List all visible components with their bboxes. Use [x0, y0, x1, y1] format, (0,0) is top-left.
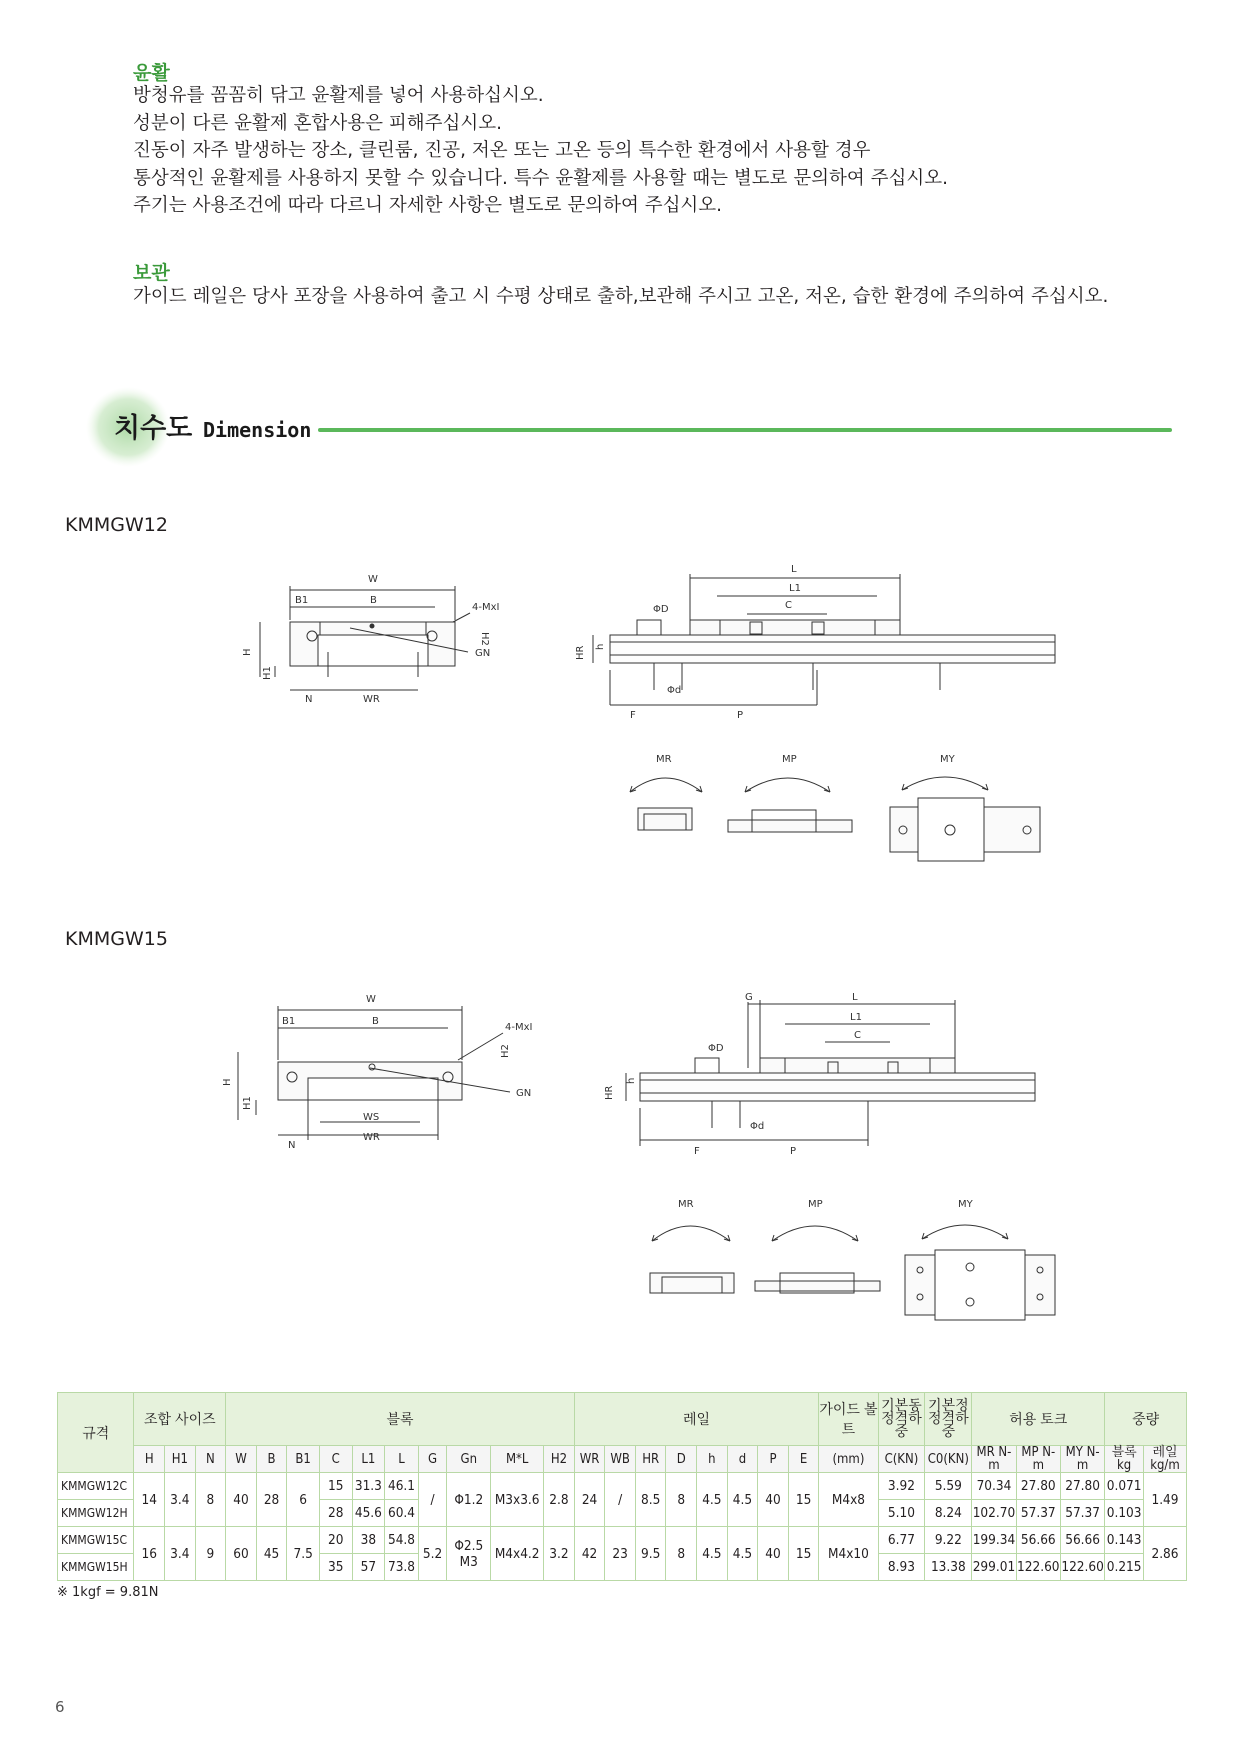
- svg-text:WR: WR: [363, 694, 380, 705]
- front-view-12: [220, 560, 510, 720]
- table-row: KMMGW15C 16 3.4 9 60 45 7.5 20 38 54.8 5.2 Φ2.5 M3 M4x4.2 3.2 42 23 9.5 8 4.5 4.5 40 15 M4x10 6.77 9.22 199.34 56.66 56.66 0.143 2.86: [58, 1527, 1187, 1554]
- col-header: H: [134, 1446, 165, 1473]
- col-group-combo: 조합 사이즈: [134, 1393, 226, 1446]
- side-view-12: [555, 560, 1065, 730]
- col-header: h: [697, 1446, 728, 1473]
- col-header: B1: [287, 1446, 320, 1473]
- storage-text: [133, 283, 1108, 311]
- svg-text:HR: HR: [575, 645, 586, 660]
- col-header: P: [758, 1446, 789, 1473]
- svg-text:N: N: [305, 694, 313, 705]
- dimension-title-ko: 치수도: [114, 413, 193, 444]
- svg-text:4-MxI: 4-MxI: [505, 1022, 533, 1033]
- col-header: MY N-m: [1060, 1446, 1104, 1473]
- col-header: M*L: [491, 1446, 544, 1473]
- svg-text:MP: MP: [808, 1199, 823, 1210]
- model-label-15: KMMGW15: [65, 928, 168, 950]
- svg-text:L: L: [852, 992, 858, 1003]
- svg-text:B1: B1: [282, 1016, 296, 1027]
- col-group-dyn: 기본동 정격하중: [878, 1393, 925, 1446]
- svg-text:h: h: [595, 643, 606, 650]
- lubrication-title: 윤활: [133, 62, 170, 84]
- col-group-torque: 허용 토크: [972, 1393, 1105, 1446]
- svg-text:L1: L1: [789, 583, 801, 594]
- svg-text:4-MxI: 4-MxI: [472, 602, 500, 613]
- table-row: KMMGW12C 14 3.4 8 40 28 6 15 31.3 46.1 / Φ1.2 M3x3.6 2.8 24 / 8.5 8 4.5 4.5 40 15 M4x8 3.92 5.59 70.34 27.80 27.80 0.071 1.49: [58, 1473, 1187, 1500]
- svg-text:Φd: Φd: [667, 685, 682, 696]
- svg-text:GN: GN: [475, 648, 491, 659]
- lubrication-line: 방청유를 꼼꼼히 닦고 윤활제를 넣어 사용하십시오.: [133, 85, 544, 106]
- col-header: H1: [165, 1446, 196, 1473]
- col-group-weight: 중량: [1105, 1393, 1187, 1446]
- col-header: (mm): [819, 1446, 878, 1473]
- table-row: KMMGW12H 28 45.6 60.4 5.10 8.24 102.70 57.37 57.37 0.103: [58, 1500, 1187, 1527]
- lubrication-line: 성분이 다른 윤활제 혼합사용은 피해주십시오.: [133, 112, 502, 134]
- moment-diagrams-12: [620, 750, 1060, 870]
- svg-text:MR: MR: [656, 754, 672, 765]
- col-group-rail: 레일: [574, 1393, 819, 1446]
- col-group-stat: 기본정 정격하중: [925, 1393, 972, 1446]
- col-header: H2: [544, 1446, 575, 1473]
- col-header: MP N-m: [1016, 1446, 1060, 1473]
- storage-line: 가이드 레일은 당사 포장을 사용하여 출고 시 수평 상태로 출하,보관해 주시고 고온, 저온, 습한 환경에 주의하여 주십시오.: [133, 286, 1109, 307]
- col-header: d: [727, 1446, 758, 1473]
- front-view-15: [220, 990, 540, 1160]
- svg-text:MY: MY: [958, 1199, 973, 1210]
- svg-text:P: P: [737, 710, 744, 721]
- svg-text:WR: WR: [363, 1132, 380, 1143]
- col-header: Gn: [447, 1446, 491, 1473]
- col-header: N: [195, 1446, 226, 1473]
- col-header: WB: [605, 1446, 636, 1473]
- col-header: D: [666, 1446, 697, 1473]
- svg-text:W: W: [366, 994, 376, 1005]
- col-group-bolt: 가이드 볼트: [819, 1393, 878, 1446]
- lubrication-line: 주기는 사용조건에 따라 다르니 자세한 사항은 별도로 문의하여 주십시오.: [133, 195, 723, 216]
- lubrication-text: [133, 82, 948, 220]
- svg-text:WS: WS: [363, 1112, 380, 1123]
- col-header: 블록 kg: [1105, 1446, 1144, 1473]
- svg-text:B1: B1: [295, 595, 309, 606]
- svg-text:L: L: [791, 564, 797, 575]
- unit-note: ※ 1kgf = 9.81N: [57, 1585, 159, 1600]
- lubrication-line: 통상적인 윤활제를 사용하지 못할 수 있습니다. 특수 윤활제를 사용할 때는 별도로 문의하여 주십시오.: [133, 167, 949, 189]
- svg-text:P: P: [790, 1146, 797, 1157]
- page-number: 6: [55, 1698, 65, 1716]
- svg-text:F: F: [694, 1146, 700, 1157]
- svg-text:ΦD: ΦD: [653, 604, 669, 615]
- svg-text:C: C: [854, 1030, 861, 1041]
- svg-text:F: F: [630, 710, 636, 721]
- svg-text:H2: H2: [479, 632, 490, 646]
- svg-text:MY: MY: [940, 754, 955, 765]
- col-header: C0(KN): [925, 1446, 972, 1473]
- col-header: 레일 kg/m: [1144, 1446, 1187, 1473]
- svg-text:MP: MP: [782, 754, 797, 765]
- svg-text:ΦD: ΦD: [708, 1043, 724, 1054]
- svg-text:Φd: Φd: [750, 1121, 765, 1132]
- col-header: E: [788, 1446, 819, 1473]
- svg-text:G: G: [745, 992, 753, 1003]
- col-header: C(KN): [878, 1446, 925, 1473]
- svg-text:MR: MR: [678, 1199, 694, 1210]
- svg-text:W: W: [368, 574, 378, 585]
- col-header: W: [226, 1446, 257, 1473]
- side-view-15: [600, 988, 1050, 1168]
- svg-text:N: N: [288, 1140, 296, 1151]
- storage-title: 보관: [133, 262, 170, 284]
- col-header: C: [319, 1446, 352, 1473]
- col-header: B: [256, 1446, 287, 1473]
- svg-text:H: H: [222, 1078, 233, 1086]
- dimension-title-en: Dimension: [203, 418, 312, 442]
- svg-text:C: C: [785, 600, 792, 611]
- model-label-12: KMMGW12: [65, 514, 168, 536]
- col-header: G: [418, 1446, 447, 1473]
- col-group-spec: 규격: [58, 1393, 134, 1473]
- svg-text:H1: H1: [262, 666, 273, 680]
- svg-text:HR: HR: [604, 1085, 615, 1100]
- svg-text:h: h: [626, 1077, 637, 1084]
- lubrication-line: 진동이 자주 발생하는 장소, 클린룸, 진공, 저온 또는 고온 등의 특수한 환경에서 사용할 경우: [133, 140, 871, 161]
- svg-text:L1: L1: [850, 1012, 862, 1023]
- moment-diagrams-15: [640, 1195, 1070, 1325]
- svg-text:H1: H1: [242, 1096, 253, 1110]
- col-group-block: 블록: [226, 1393, 575, 1446]
- col-header: MR N-m: [972, 1446, 1016, 1473]
- svg-text:GN: GN: [516, 1088, 532, 1099]
- col-header: WR: [574, 1446, 605, 1473]
- table-row: KMMGW15H 35 57 73.8 8.93 13.38 299.01 122.60 122.60 0.215: [58, 1554, 1187, 1581]
- col-header: L1: [352, 1446, 385, 1473]
- svg-text:B: B: [372, 1016, 379, 1027]
- svg-text:H: H: [242, 648, 253, 656]
- column-header-row: [58, 1446, 1187, 1473]
- col-header: L: [385, 1446, 419, 1473]
- svg-text:H2: H2: [500, 1044, 511, 1058]
- svg-text:B: B: [370, 595, 377, 606]
- spec-table: [57, 1392, 1187, 1581]
- dimension-header: [80, 380, 1180, 480]
- col-header: HR: [635, 1446, 666, 1473]
